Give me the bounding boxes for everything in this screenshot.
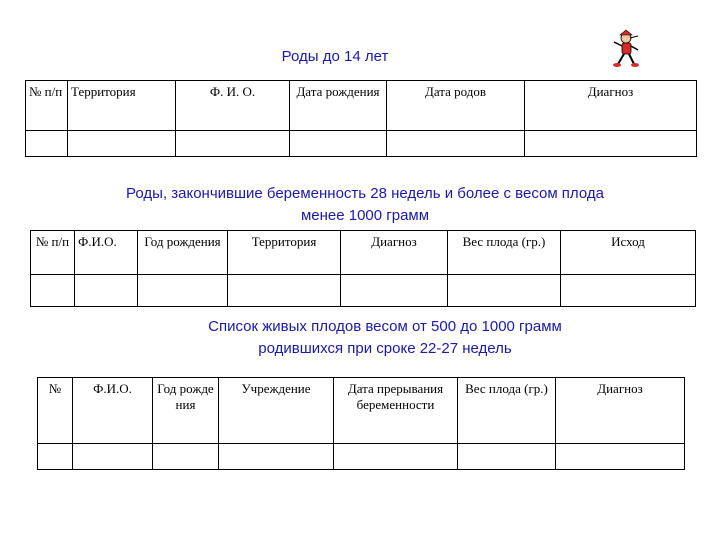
header-cell: № п/п: [26, 81, 68, 131]
header-cell: Дата родов: [387, 81, 525, 131]
cartoon-mascot-icon: [604, 28, 646, 70]
header-cell: Дата рождения: [290, 81, 387, 131]
table-header-row: [26, 81, 697, 131]
header-cell: Год рожде ния: [153, 378, 219, 444]
section2-title-line1: Роды, закончившие беременность 28 недель и более с весом плода: [126, 185, 604, 202]
header-cell: Учреждение: [219, 378, 334, 444]
header-cell: Диагноз: [525, 81, 697, 131]
section1-table: [25, 80, 697, 157]
table-cell: [525, 131, 697, 157]
table-cell: [219, 444, 334, 470]
table-row: [26, 131, 697, 157]
section3-title: [80, 316, 690, 360]
section2-table: [30, 230, 696, 307]
header-cell: Дата прерывания беременности: [334, 378, 458, 444]
section3-table: [37, 377, 685, 470]
table-cell: [68, 131, 176, 157]
table-cell: [176, 131, 290, 157]
header-cell: Исход: [561, 231, 696, 275]
table-cell: [341, 275, 448, 307]
table-cell: [387, 131, 525, 157]
section2-title: [30, 183, 700, 227]
table-cell: [561, 275, 696, 307]
table-cell: [153, 444, 219, 470]
table-cell: [138, 275, 228, 307]
table-cell: [75, 275, 138, 307]
header-cell: № п/п: [31, 231, 75, 275]
table-cell: [31, 275, 75, 307]
table-cell: [73, 444, 153, 470]
table-cell: [448, 275, 561, 307]
header-cell: Диагноз: [341, 231, 448, 275]
section3-title-line2: родившихся при сроке 22-27 недель: [258, 340, 512, 357]
header-cell: Вес плода (гр.): [458, 378, 556, 444]
header-cell: Территория: [228, 231, 341, 275]
header-cell: Год рождения: [138, 231, 228, 275]
table-header-row: [38, 378, 685, 444]
table-cell: [38, 444, 73, 470]
section2-title-line2: менее 1000 грамм: [300, 207, 430, 224]
header-cell: Диагноз: [556, 378, 685, 444]
header-cell: Вес плода (гр.): [448, 231, 561, 275]
table-row: [38, 444, 685, 470]
header-cell: Территория: [68, 81, 176, 131]
table-cell: [556, 444, 685, 470]
header-cell: Ф.И.О.: [75, 231, 138, 275]
table-cell: [26, 131, 68, 157]
table-row: [31, 275, 696, 307]
table-cell: [290, 131, 387, 157]
table-cell: [334, 444, 458, 470]
table-cell: [228, 275, 341, 307]
section3-title-line1: Список живых плодов весом от 500 до 1000 грамм: [208, 318, 562, 335]
header-cell: №: [38, 378, 73, 444]
header-cell: Ф. И. О.: [176, 81, 290, 131]
section1-title: Роды до 14 лет: [281, 48, 389, 65]
table-header-row: [31, 231, 696, 275]
header-cell: Ф.И.О.: [73, 378, 153, 444]
table-cell: [458, 444, 556, 470]
